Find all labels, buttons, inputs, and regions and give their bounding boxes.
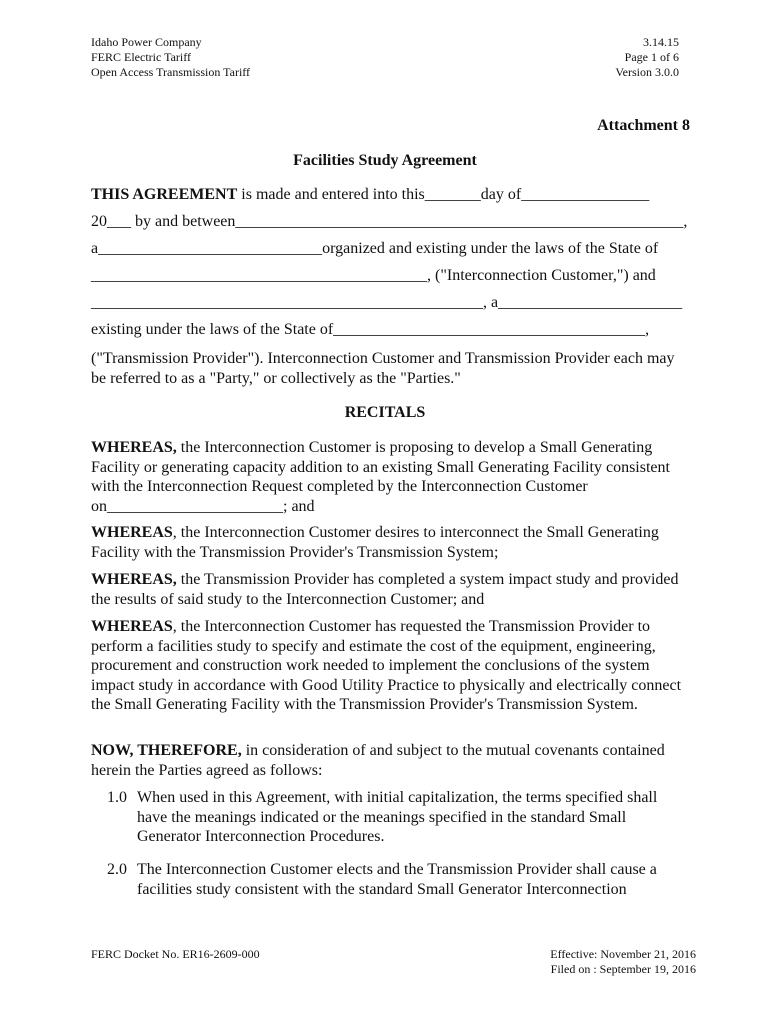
whereas-paragraph: [91, 438, 691, 516]
whereas-text: , the Interconnection Customer desires to interconnect the Small Generating Facility with the Transmission Provider's Transmission System;: [91, 524, 659, 561]
therefore-bold: NOW, THEREFORE,: [91, 742, 242, 759]
header-right: [615, 35, 679, 80]
whereas-text: , the Interconnection Customer has requested the Transmission Provider to perform a facilities study to specify and estimate the cost of the equipment, engineering, procurement and construction work needed to implement the conclusions of the system impact study in accordance with Good Utility Practice to physically and electrically connect the Small Generating Facility with the Transmission Provider's Transmission System.: [91, 618, 682, 713]
opening-parties: ("Transmission Provider"). Interconnection Customer and Transmission Provider each may be referred to as a "Party," or collectively as the "Parties.": [91, 350, 675, 387]
whereas-bold: WHEREAS: [91, 524, 173, 541]
header-company: Idaho Power Company: [91, 35, 202, 49]
header-tariff-name: Open Access Transmission Tariff: [91, 65, 251, 79]
list-item: [107, 788, 677, 847]
header-version: Version 3.0.0: [615, 65, 679, 79]
opening-line-2: 20___ by and between________________________________________________________,: [91, 213, 688, 230]
whereas-bold: WHEREAS,: [91, 439, 177, 456]
opening-line-6: existing under the laws of the State of_______________________________________,: [91, 321, 650, 338]
list-item-number: 1.0: [107, 789, 127, 806]
whereas-text: the Interconnection Customer is proposing to develop a Small Generating Facility or generating capacity addition to an existing Small Generating Facility consistent with the Interconnection Request completed by the Interconnection Customer on______________________; and: [91, 439, 670, 515]
attachment-label: Attachment 8: [597, 117, 690, 134]
opening-line-4: __________________________________________, ("Interconnection Customer,") and: [91, 267, 656, 284]
whereas-text: the Transmission Provider has completed a system impact study and provided the results of said study to the Interconnection Customer; and: [91, 571, 679, 608]
footer-dates: [550, 947, 696, 977]
whereas-bold: WHEREAS: [91, 618, 173, 635]
footer-docket: FERC Docket No. ER16-2609-000: [91, 947, 260, 961]
document-title: Facilities Study Agreement: [293, 152, 477, 169]
whereas-paragraph: [91, 570, 691, 609]
opening-line-1-text: is made and entered into this_______day of________________: [237, 186, 650, 203]
whereas-paragraph: [91, 617, 691, 715]
opening-line-3: a____________________________organized and existing under the laws of the State of: [91, 240, 659, 257]
recitals-heading: RECITALS: [344, 404, 426, 421]
footer-effective: Effective: November 21, 2016: [550, 947, 696, 961]
opening-bold: THIS AGREEMENT: [91, 186, 238, 203]
header-page: Page 1 of 6: [624, 50, 679, 64]
list-item: [107, 860, 677, 899]
opening-line-5: _________________________________________________, a_______________________: [91, 294, 683, 311]
header-left: [91, 35, 250, 80]
whereas-bold: WHEREAS,: [91, 571, 177, 588]
opening-line-1: [91, 186, 649, 204]
list-item-number: 2.0: [107, 861, 127, 878]
therefore-paragraph: [91, 741, 691, 780]
footer-filed: Filed on : September 19, 2016: [550, 962, 696, 976]
whereas-paragraph: [91, 523, 691, 562]
list-item-text: The Interconnection Customer elects and the Transmission Provider shall cause a facilities study consistent with the standard Small Generator Interconnection: [137, 861, 657, 898]
header-tariff: FERC Electric Tariff: [91, 50, 192, 64]
header-section: 3.14.15: [643, 35, 679, 49]
therefore-text: in consideration of and subject to the mutual covenants contained herein the Parties agreed as follows:: [91, 742, 665, 779]
list-item-text: When used in this Agreement, with initial capitalization, the terms specified shall have the meanings indicated or the meanings specified in the standard Small Generator Interconnection Procedures.: [137, 789, 658, 845]
